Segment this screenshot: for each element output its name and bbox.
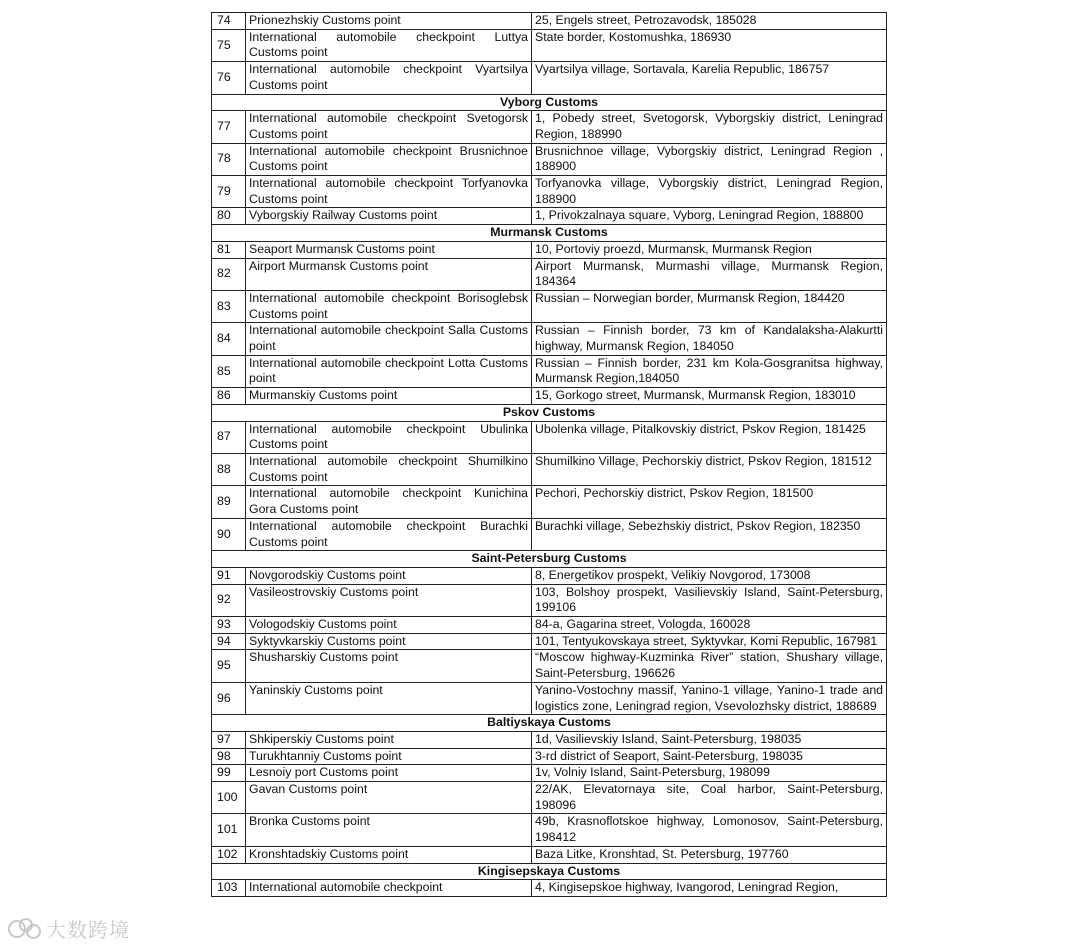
row-number: 91 xyxy=(212,567,246,584)
row-number: 98 xyxy=(212,748,246,765)
table-row xyxy=(212,682,887,714)
section-header-row xyxy=(212,225,887,242)
row-number: 92 xyxy=(212,584,246,616)
table-row xyxy=(212,176,887,208)
row-number: 90 xyxy=(212,518,246,550)
customs-point-address: 1d, Vasilievskiy Island, Saint-Petersburg, 198035 xyxy=(532,731,887,748)
customs-point-name: Vyborgskiy Railway Customs point xyxy=(246,208,532,225)
customs-point-address: 3-rd district of Seaport, Saint-Petersburg, 198035 xyxy=(532,748,887,765)
brand-logo-icon xyxy=(8,918,42,940)
row-number: 99 xyxy=(212,765,246,782)
watermark xyxy=(8,914,130,943)
customs-point-name: Prionezhskiy Customs point xyxy=(246,13,532,30)
row-number: 95 xyxy=(212,650,246,682)
row-number: 78 xyxy=(212,143,246,175)
row-number: 100 xyxy=(212,782,246,814)
watermark-text: 大数跨境 xyxy=(46,918,130,942)
table-row xyxy=(212,290,887,322)
customs-point-address: 8, Energetikov prospekt, Velikiy Novgorod, 173008 xyxy=(532,567,887,584)
customs-point-name: Vologodskiy Customs point xyxy=(246,617,532,634)
row-number: 88 xyxy=(212,453,246,485)
table-body xyxy=(212,13,887,897)
row-number: 86 xyxy=(212,388,246,405)
customs-point-address: 1, Pobedy street, Svetogorsk, Vyborgskiy district, Leningrad Region, 188990 xyxy=(532,111,887,143)
customs-point-name: International automobile checkpoint Burachki Customs point xyxy=(246,518,532,550)
row-number: 82 xyxy=(212,258,246,290)
customs-point-address: 4, Kingisepskoe highway, Ivangorod, Leningrad Region, xyxy=(532,880,887,897)
row-number: 85 xyxy=(212,355,246,387)
table-row xyxy=(212,518,887,550)
customs-point-address: 103, Bolshoy prospekt, Vasilievskiy Island, Saint-Petersburg, 199106 xyxy=(532,584,887,616)
section-header-row xyxy=(212,715,887,732)
customs-point-address: 49b, Krasnoflotskoe highway, Lomonosov, Saint-Petersburg, 198412 xyxy=(532,814,887,846)
customs-point-name: International automobile checkpoint Borisoglebsk Customs point xyxy=(246,290,532,322)
row-number: 74 xyxy=(212,13,246,30)
table-row xyxy=(212,111,887,143)
customs-point-address: Burachki village, Sebezhskiy district, Pskov Region, 182350 xyxy=(532,518,887,550)
table-row xyxy=(212,355,887,387)
customs-point-address: 1, Privokzalnaya square, Vyborg, Leningrad Region, 188800 xyxy=(532,208,887,225)
row-number: 75 xyxy=(212,29,246,61)
customs-point-name: Vasileostrovskiy Customs point xyxy=(246,584,532,616)
customs-point-address: Ubolenka village, Pitalkovskiy district, Pskov Region, 181425 xyxy=(532,421,887,453)
table-row xyxy=(212,241,887,258)
customs-point-address: Pechori, Pechorskiy district, Pskov Region, 181500 xyxy=(532,486,887,518)
customs-point-name: Lesnoiy port Customs point xyxy=(246,765,532,782)
table-row xyxy=(212,323,887,355)
customs-point-address: 22/AK, Elevatornaya site, Coal harbor, Saint-Petersburg, 198096 xyxy=(532,782,887,814)
customs-point-address: Russian – Finnish border, 231 km Kola-Gosgranitsa highway, Murmansk Region,184050 xyxy=(532,355,887,387)
table-row xyxy=(212,765,887,782)
table-row xyxy=(212,208,887,225)
section-header-row xyxy=(212,863,887,880)
customs-point-name: International automobile checkpoint Kunichina Gora Customs point xyxy=(246,486,532,518)
table-row xyxy=(212,29,887,61)
row-number: 84 xyxy=(212,323,246,355)
row-number: 97 xyxy=(212,731,246,748)
table-row xyxy=(212,814,887,846)
customs-point-name: International automobile checkpoint Vyartsilya Customs point xyxy=(246,62,532,94)
row-number: 79 xyxy=(212,176,246,208)
customs-point-address: Airport Murmansk, Murmashi village, Murmansk Region, 184364 xyxy=(532,258,887,290)
customs-point-address: Shumilkino Village, Pechorskiy district, Pskov Region, 181512 xyxy=(532,453,887,485)
table-row xyxy=(212,650,887,682)
table-row xyxy=(212,62,887,94)
section-header-row xyxy=(212,551,887,568)
customs-point-name: International automobile checkpoint Salla Customs point xyxy=(246,323,532,355)
table-row xyxy=(212,421,887,453)
table-row xyxy=(212,880,887,897)
section-header-row xyxy=(212,94,887,111)
customs-point-name: Kronshtadskiy Customs point xyxy=(246,846,532,863)
customs-point-address: 15, Gorkogo street, Murmansk, Murmansk Region, 183010 xyxy=(532,388,887,405)
customs-point-name: Murmanskiy Customs point xyxy=(246,388,532,405)
customs-point-name: International automobile checkpoint Lotta Customs point xyxy=(246,355,532,387)
row-number: 89 xyxy=(212,486,246,518)
customs-point-address: Yanino-Vostochny massif, Yanino-1 village, Yanino-1 trade and logistics zone, Leningrad region, Vsevolozhsky district, 188689 xyxy=(532,682,887,714)
row-number: 81 xyxy=(212,241,246,258)
section-title: Pskov Customs xyxy=(212,404,887,421)
table-row xyxy=(212,633,887,650)
table-row xyxy=(212,731,887,748)
customs-point-address: Russian – Finnish border, 73 km of Kandalaksha-Alakurtti highway, Murmansk Region, 184050 xyxy=(532,323,887,355)
customs-point-name: International automobile checkpoint Torfyanovka Customs point xyxy=(246,176,532,208)
table-row xyxy=(212,388,887,405)
customs-point-address: State border, Kostomushka, 186930 xyxy=(532,29,887,61)
customs-points-table xyxy=(211,12,887,897)
customs-point-name: Shusharskiy Customs point xyxy=(246,650,532,682)
customs-point-name: International automobile checkpoint Shumilkino Customs point xyxy=(246,453,532,485)
row-number: 103 xyxy=(212,880,246,897)
customs-point-address: Torfyanovka village, Vyborgskiy district, Leningrad Region, 188900 xyxy=(532,176,887,208)
table-row xyxy=(212,13,887,30)
row-number: 87 xyxy=(212,421,246,453)
customs-point-name: International automobile checkpoint Svetogorsk Customs point xyxy=(246,111,532,143)
section-title: Kingisepskaya Customs xyxy=(212,863,887,880)
customs-point-name: Syktyvkarskiy Customs point xyxy=(246,633,532,650)
table-row xyxy=(212,584,887,616)
customs-point-name: International automobile checkpoint xyxy=(246,880,532,897)
row-number: 80 xyxy=(212,208,246,225)
row-number: 77 xyxy=(212,111,246,143)
row-number: 101 xyxy=(212,814,246,846)
customs-point-name: Airport Murmansk Customs point xyxy=(246,258,532,290)
customs-point-address: Russian – Norwegian border, Murmansk Region, 184420 xyxy=(532,290,887,322)
table-row xyxy=(212,486,887,518)
customs-point-name: Shkiperskiy Customs point xyxy=(246,731,532,748)
table-row xyxy=(212,782,887,814)
customs-point-name: Bronka Customs point xyxy=(246,814,532,846)
table-row xyxy=(212,748,887,765)
section-title: Saint-Petersburg Customs xyxy=(212,551,887,568)
customs-point-address: Brusnichnoe village, Vyborgskiy district, Leningrad Region , 188900 xyxy=(532,143,887,175)
row-number: 83 xyxy=(212,290,246,322)
table-row xyxy=(212,258,887,290)
section-title: Vyborg Customs xyxy=(212,94,887,111)
customs-point-address: Vyartsilya village, Sortavala, Karelia Republic, 186757 xyxy=(532,62,887,94)
row-number: 102 xyxy=(212,846,246,863)
customs-point-name: Yaninskiy Customs point xyxy=(246,682,532,714)
table-row xyxy=(212,453,887,485)
table-row xyxy=(212,617,887,634)
customs-point-address: “Moscow highway-Kuzminka River” station, Shushary village, Saint-Petersburg, 196626 xyxy=(532,650,887,682)
table-row xyxy=(212,567,887,584)
customs-point-address: 101, Tentyukovskaya street, Syktyvkar, Komi Republic, 167981 xyxy=(532,633,887,650)
customs-point-address: 25, Engels street, Petrozavodsk, 185028 xyxy=(532,13,887,30)
customs-point-address: 10, Portoviy proezd, Murmansk, Murmansk Region xyxy=(532,241,887,258)
customs-point-name: Turukhtanniy Customs point xyxy=(246,748,532,765)
row-number: 93 xyxy=(212,617,246,634)
row-number: 76 xyxy=(212,62,246,94)
row-number: 96 xyxy=(212,682,246,714)
section-title: Baltiyskaya Customs xyxy=(212,715,887,732)
table-row xyxy=(212,143,887,175)
customs-point-name: Novgorodskiy Customs point xyxy=(246,567,532,584)
table-row xyxy=(212,846,887,863)
section-title: Murmansk Customs xyxy=(212,225,887,242)
row-number: 94 xyxy=(212,633,246,650)
customs-point-name: International automobile checkpoint Brusnichnoe Customs point xyxy=(246,143,532,175)
customs-point-name: Seaport Murmansk Customs point xyxy=(246,241,532,258)
customs-point-name: International automobile checkpoint Luttya Customs point xyxy=(246,29,532,61)
customs-point-address: 84-a, Gagarina street, Vologda, 160028 xyxy=(532,617,887,634)
customs-point-name: Gavan Customs point xyxy=(246,782,532,814)
customs-point-name: International automobile checkpoint Ubulinka Customs point xyxy=(246,421,532,453)
customs-point-address: Baza Litke, Kronshtad, St. Petersburg, 197760 xyxy=(532,846,887,863)
customs-point-address: 1v, Volniy Island, Saint-Petersburg, 198099 xyxy=(532,765,887,782)
section-header-row xyxy=(212,404,887,421)
